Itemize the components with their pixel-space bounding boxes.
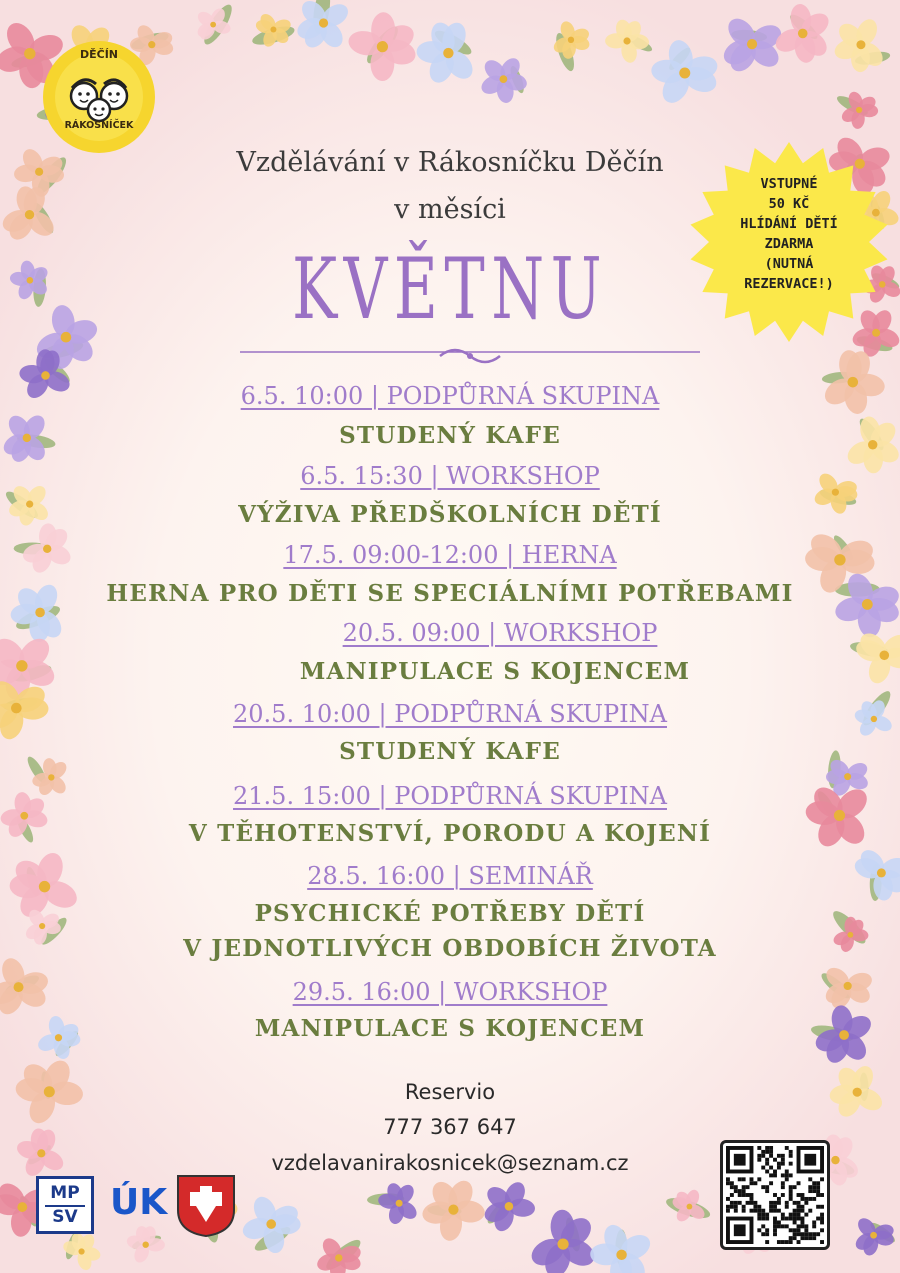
uk-logo: ÚK — [110, 1182, 168, 1223]
flower-icon — [719, 13, 785, 76]
flower-icon — [478, 55, 528, 104]
flower-icon — [590, 1222, 655, 1273]
mpsv-logo-top: MP — [50, 1183, 80, 1203]
logo-name: RÁKOSNÍČEK — [64, 120, 134, 131]
event-date-link[interactable]: 21.5. 15:00 | PODPŮRNÁ SKUPINA — [233, 782, 667, 810]
event-title: MANIPULACE S KOJENCEM — [254, 1015, 646, 1042]
event-date-link[interactable]: 29.5. 16:00 | WORKSHOP — [292, 978, 608, 1006]
flower-icon — [346, 12, 418, 81]
flower-icon — [832, 16, 887, 73]
event-date-link[interactable]: 20.5. 09:00 | WORKSHOP — [342, 619, 658, 647]
contact-reservio: Reservio — [404, 1080, 496, 1104]
event-title: HERNA PRO DĚTI SE SPECIÁLNÍMI POTŘEBAMI — [106, 580, 794, 607]
flower-icon — [240, 1193, 302, 1255]
event-date-link[interactable]: 6.5. 10:00 | PODPŮRNÁ SKUPINA — [240, 382, 660, 410]
badge-line: REZERVACE!) — [744, 276, 834, 292]
flower-icon — [605, 18, 649, 64]
event-date-link[interactable]: 17.5. 09:00-12:00 | HERNA — [283, 541, 617, 569]
heading-line-2: v měsíci — [394, 194, 506, 225]
event-title: STUDENÝ KAFE — [339, 422, 561, 449]
event-title: MANIPULACE S KOJENCEM — [299, 658, 691, 685]
mpsv-logo — [36, 1176, 94, 1234]
flower-icon — [839, 90, 878, 130]
flower-icon — [61, 1231, 101, 1272]
qr-code-icon — [726, 1146, 824, 1244]
badge-line: VSTUPNÉ — [760, 176, 818, 192]
contact-phone[interactable]: 777 367 647 — [383, 1115, 517, 1139]
badge-line: 50 KČ — [768, 196, 810, 212]
flower-icon — [853, 1215, 896, 1257]
event-title-continued: V JEDNOTLIVÝCH OBDOBÍCH ŽIVOTA — [183, 935, 717, 962]
event-date-link[interactable]: 6.5. 15:30 | WORKSHOP — [300, 462, 600, 490]
coat-of-arms-icon — [176, 1174, 236, 1238]
badge-line: (NUTNÁ — [764, 256, 814, 272]
event-date-link[interactable]: 20.5. 10:00 | PODPŮRNÁ SKUPINA — [233, 700, 667, 728]
event-title: STUDENÝ KAFE — [339, 738, 561, 765]
ornament-divider — [240, 342, 700, 366]
flower-icon — [481, 1179, 535, 1234]
event-title: PSYCHICKÉ POTŘEBY DĚTÍ — [254, 900, 646, 927]
flower-icon — [650, 38, 720, 108]
flower-icon — [527, 1209, 599, 1273]
rakosnicek-logo — [40, 38, 158, 156]
event-title: VÝŽIVA PŘEDŠKOLNÍCH DĚTÍ — [238, 501, 662, 528]
flower-icon — [125, 1224, 165, 1265]
badge-line: ZDARMA — [764, 236, 814, 252]
mpsv-logo-bottom: SV — [52, 1207, 78, 1227]
price-badge-text — [705, 174, 873, 294]
month-title: KVĚTNU — [291, 240, 609, 338]
flower-icon — [421, 1177, 487, 1243]
heading-line-1: Vzdělávání v Rákosníčku Děčín — [236, 147, 664, 178]
flower-icon — [377, 1181, 420, 1226]
logo-city: DĚČÍN — [79, 48, 119, 61]
event-title: V TĚHOTENSTVÍ, PORODU A KOJENÍ — [188, 820, 712, 847]
qr-code[interactable] — [720, 1140, 830, 1250]
contact-email[interactable]: vzdelavanirakosnicek@seznam.cz — [271, 1151, 629, 1175]
badge-line: HLÍDÁNÍ DĚTÍ — [740, 216, 838, 232]
event-date-link[interactable]: 28.5. 16:00 | SEMINÁŘ — [307, 862, 593, 890]
